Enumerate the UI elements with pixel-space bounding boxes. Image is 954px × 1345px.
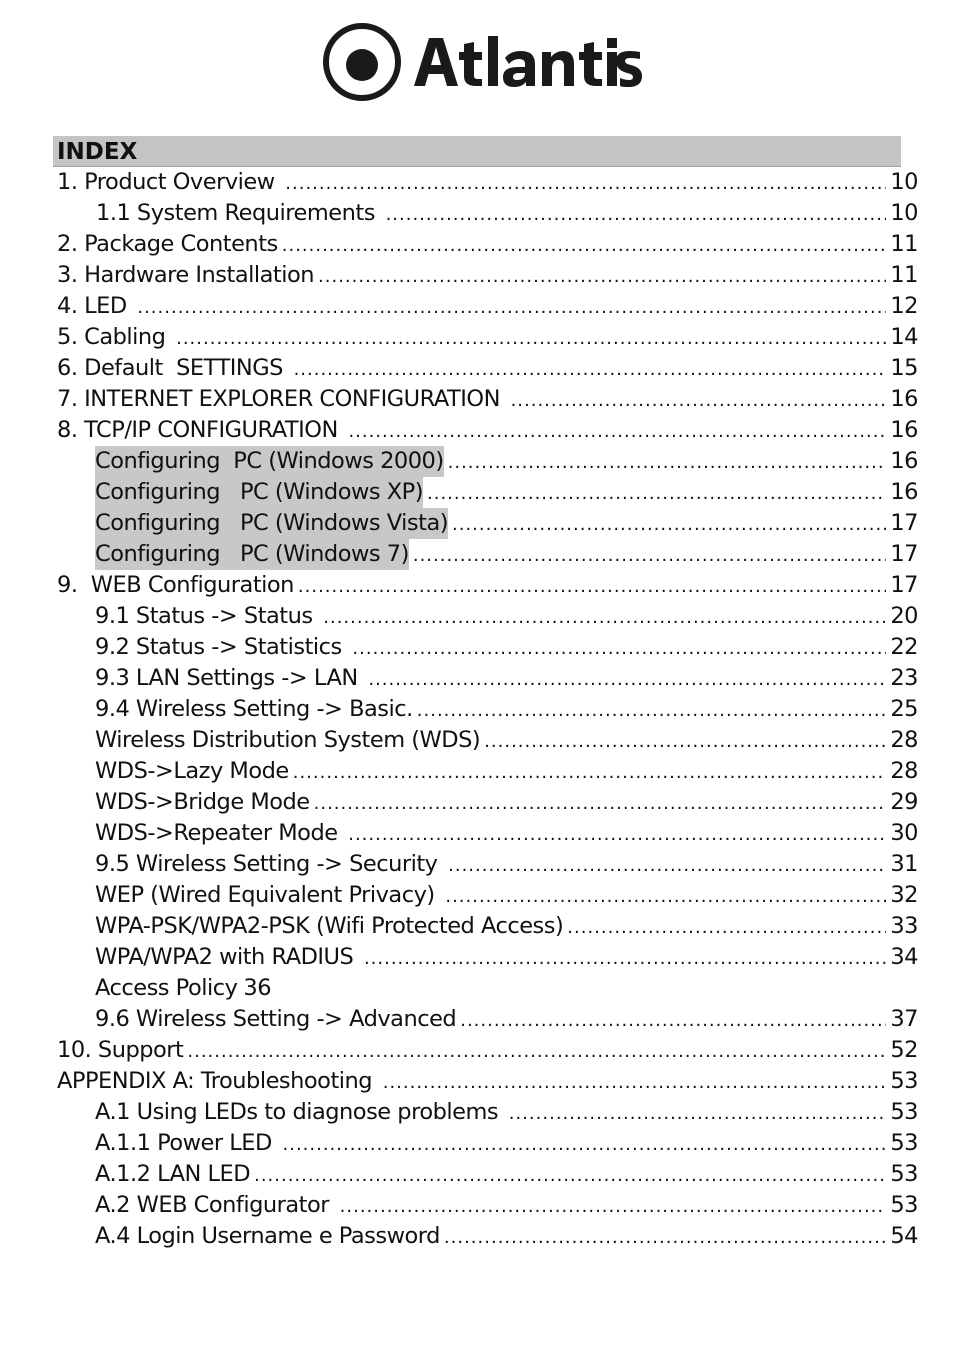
toc-entry[interactable] — [57, 973, 918, 1004]
toc-entry[interactable] — [57, 880, 918, 911]
toc-entry-label: WEP (Wired Equivalent Privacy) — [95, 882, 442, 908]
toc-dot-leader — [294, 354, 887, 385]
toc-page-number: 10 — [890, 200, 918, 226]
toc-entry[interactable] — [57, 415, 918, 446]
logo-wordmark — [414, 36, 642, 87]
toc-entry-label: 9.6 Wireless Setting -> Advanced — [95, 1006, 457, 1032]
toc-entry[interactable] — [57, 1159, 918, 1190]
toc-entry[interactable] — [57, 756, 918, 787]
toc-entry[interactable] — [57, 911, 918, 942]
toc-page-number: 53 — [890, 1099, 918, 1125]
toc-dot-leader — [340, 1191, 887, 1222]
toc-page-number: 11 — [890, 231, 918, 257]
toc-dot-leader — [352, 633, 886, 664]
logo-mark — [326, 26, 398, 98]
toc-dot-leader — [413, 540, 887, 571]
toc-entry[interactable] — [57, 291, 918, 322]
toc-entry[interactable] — [57, 539, 918, 570]
toc-entry-label: Access Policy — [95, 975, 238, 1001]
toc-page-number: 34 — [890, 944, 918, 970]
toc-page-number: 11 — [890, 262, 918, 288]
toc-page-number: 14 — [890, 324, 918, 350]
toc-entry-label: Configuring PC (Windows Vista) — [95, 508, 448, 539]
toc-dot-leader — [187, 1036, 886, 1067]
toc-entry[interactable] — [57, 477, 918, 508]
toc-entry-label: 9. WEB Configuration — [57, 572, 294, 598]
toc-dot-leader — [567, 912, 886, 943]
toc-dot-leader — [314, 788, 887, 819]
toc-page-number: 33 — [890, 913, 918, 939]
toc-dot-leader — [448, 850, 886, 881]
toc-entry[interactable] — [57, 1097, 918, 1128]
toc-entry-label: WDS->Lazy Mode — [95, 758, 289, 784]
toc-page-number: 53 — [890, 1192, 918, 1218]
toc-entry[interactable] — [57, 787, 918, 818]
toc-dot-leader — [364, 943, 886, 974]
toc-page-number: 28 — [890, 727, 918, 753]
toc-entry[interactable] — [57, 942, 918, 973]
toc-entry[interactable] — [57, 1221, 918, 1252]
toc-page-number: 53 — [890, 1068, 918, 1094]
toc-entry-label: A.4 Login Username e Password — [95, 1223, 440, 1249]
toc-dot-leader — [427, 478, 886, 509]
toc-dot-leader — [460, 1005, 886, 1036]
toc-entry[interactable] — [57, 849, 918, 880]
toc-dot-leader — [444, 1222, 886, 1253]
toc-dot-leader — [318, 261, 886, 292]
index-heading-bar — [53, 136, 901, 167]
toc-page-number: 54 — [890, 1223, 918, 1249]
toc-entry-label: 2. Package Contents — [57, 231, 278, 257]
toc-entry-label: 9.1 Status -> Status — [95, 603, 320, 629]
toc-page-number: 12 — [890, 293, 918, 319]
toc-page-number: 16 — [890, 386, 918, 412]
toc-dot-leader — [484, 726, 886, 757]
toc-dot-leader — [254, 1160, 886, 1191]
toc-entry[interactable] — [57, 1128, 918, 1159]
toc-page-number: 16 — [890, 448, 918, 474]
toc-entry[interactable] — [57, 1190, 918, 1221]
toc-entry-label: 10. Support — [57, 1037, 184, 1063]
toc-dot-leader — [293, 757, 887, 788]
toc-page-number: 17 — [890, 541, 918, 567]
toc-entry-label: WDS->Repeater Mode — [95, 820, 345, 846]
toc-page-number: 31 — [890, 851, 918, 877]
toc-page-number: 15 — [890, 355, 918, 381]
toc-entry-label: 6. Default SETTINGS — [57, 355, 290, 381]
toc-page-number: 17 — [890, 510, 918, 536]
toc-page-number: 23 — [890, 665, 918, 691]
toc-dot-leader — [282, 230, 887, 261]
toc-page-number: 53 — [890, 1161, 918, 1187]
toc-entry-label: A.1.2 LAN LED — [95, 1161, 251, 1187]
toc-entry-label: Configuring PC (Windows XP) — [95, 477, 423, 508]
toc-entry[interactable] — [57, 508, 918, 539]
toc-entry[interactable] — [57, 818, 918, 849]
toc-page-number: 30 — [890, 820, 918, 846]
toc-dot-leader — [509, 1098, 887, 1129]
toc-entry[interactable] — [57, 694, 918, 725]
toc-dot-leader — [323, 602, 886, 633]
toc-dot-leader — [417, 695, 887, 726]
toc-entry[interactable] — [57, 353, 918, 384]
toc-entry[interactable] — [57, 167, 918, 198]
toc-entry-label: A.1.1 Power LED — [95, 1130, 279, 1156]
toc-dot-leader — [137, 292, 886, 323]
toc-dot-leader — [452, 509, 886, 540]
toc-entry-label: WPA-PSK/WPA2-PSK (Wifi Protected Access) — [95, 913, 564, 939]
toc-dot-leader — [176, 323, 886, 354]
toc-entry-label: 9.4 Wireless Setting -> Basic. — [95, 696, 413, 722]
toc-entry-label: Configuring PC (Windows 7) — [95, 539, 409, 570]
toc-entry[interactable] — [57, 725, 918, 756]
toc-entry-label: 8. TCP/IP CONFIGURATION — [57, 417, 345, 443]
toc-dot-leader — [448, 447, 887, 478]
toc-dot-leader — [285, 168, 886, 199]
toc-entry[interactable] — [57, 1066, 918, 1097]
toc-dot-leader — [298, 571, 886, 602]
toc-entry[interactable] — [57, 570, 918, 601]
toc-dot-leader — [368, 664, 886, 695]
toc-entry-label: 3. Hardware Installation — [57, 262, 315, 288]
toc-entry-label: WPA/WPA2 with RADIUS — [95, 944, 360, 970]
toc-entry[interactable] — [57, 601, 918, 632]
toc-page-number: 28 — [890, 758, 918, 784]
toc-entry[interactable] — [57, 384, 918, 415]
toc-entry[interactable] — [57, 198, 918, 229]
index-title: INDEX — [57, 139, 138, 165]
toc-entry-label: APPENDIX A: Troubleshooting — [57, 1068, 379, 1094]
toc-page-number: 36 — [243, 975, 272, 1001]
toc-entry[interactable] — [57, 322, 918, 353]
atlantis-logo — [322, 22, 642, 102]
toc-entry-label: A.2 WEB Configurator — [95, 1192, 336, 1218]
toc-entry-label: Configuring PC (Windows 2000) — [95, 446, 444, 477]
toc-page-number: 37 — [890, 1006, 918, 1032]
toc-entry[interactable] — [57, 260, 918, 291]
toc-page-number: 22 — [890, 634, 918, 660]
toc-page-number: 29 — [890, 789, 918, 815]
table-of-contents — [57, 167, 918, 1252]
toc-entry-label: 5. Cabling — [57, 324, 173, 350]
toc-entry[interactable] — [57, 1035, 918, 1066]
toc-entry-label: 9.5 Wireless Setting -> Security — [95, 851, 445, 877]
toc-entry-label: 7. INTERNET EXPLORER CONFIGURATION — [57, 386, 507, 412]
toc-entry[interactable] — [57, 632, 918, 663]
toc-dot-leader — [386, 199, 887, 230]
toc-page-number: 16 — [890, 417, 918, 443]
toc-entry-label: WDS->Bridge Mode — [95, 789, 310, 815]
toc-entry[interactable] — [57, 446, 918, 477]
toc-dot-leader — [445, 881, 886, 912]
toc-entry-label: 9.3 LAN Settings -> LAN — [95, 665, 365, 691]
toc-page-number: 10 — [890, 169, 918, 195]
toc-entry-label: A.1 Using LEDs to diagnose problems — [95, 1099, 505, 1125]
toc-dot-leader — [348, 819, 886, 850]
toc-page-number: 16 — [890, 479, 918, 505]
toc-entry-label: 4. LED — [57, 293, 134, 319]
toc-page-number: 25 — [890, 696, 918, 722]
toc-dot-leader — [511, 385, 887, 416]
toc-page-number: 17 — [890, 572, 918, 598]
toc-page-number: 52 — [890, 1037, 918, 1063]
toc-entry[interactable] — [57, 229, 918, 260]
toc-page-number: 53 — [890, 1130, 918, 1156]
toc-page-number: 20 — [890, 603, 918, 629]
toc-entry[interactable] — [57, 663, 918, 694]
toc-page-number: 32 — [890, 882, 918, 908]
toc-dot-leader — [383, 1067, 887, 1098]
toc-entry-label: Wireless Distribution System (WDS) — [95, 727, 481, 753]
toc-entry-label: 1. Product Overview — [57, 169, 282, 195]
toc-dot-leader — [283, 1129, 887, 1160]
toc-entry-label: 9.2 Status -> Statistics — [95, 634, 349, 660]
toc-dot-leader — [348, 416, 886, 447]
toc-entry[interactable] — [57, 1004, 918, 1035]
toc-entry-label: 1.1 System Requirements — [96, 200, 382, 226]
